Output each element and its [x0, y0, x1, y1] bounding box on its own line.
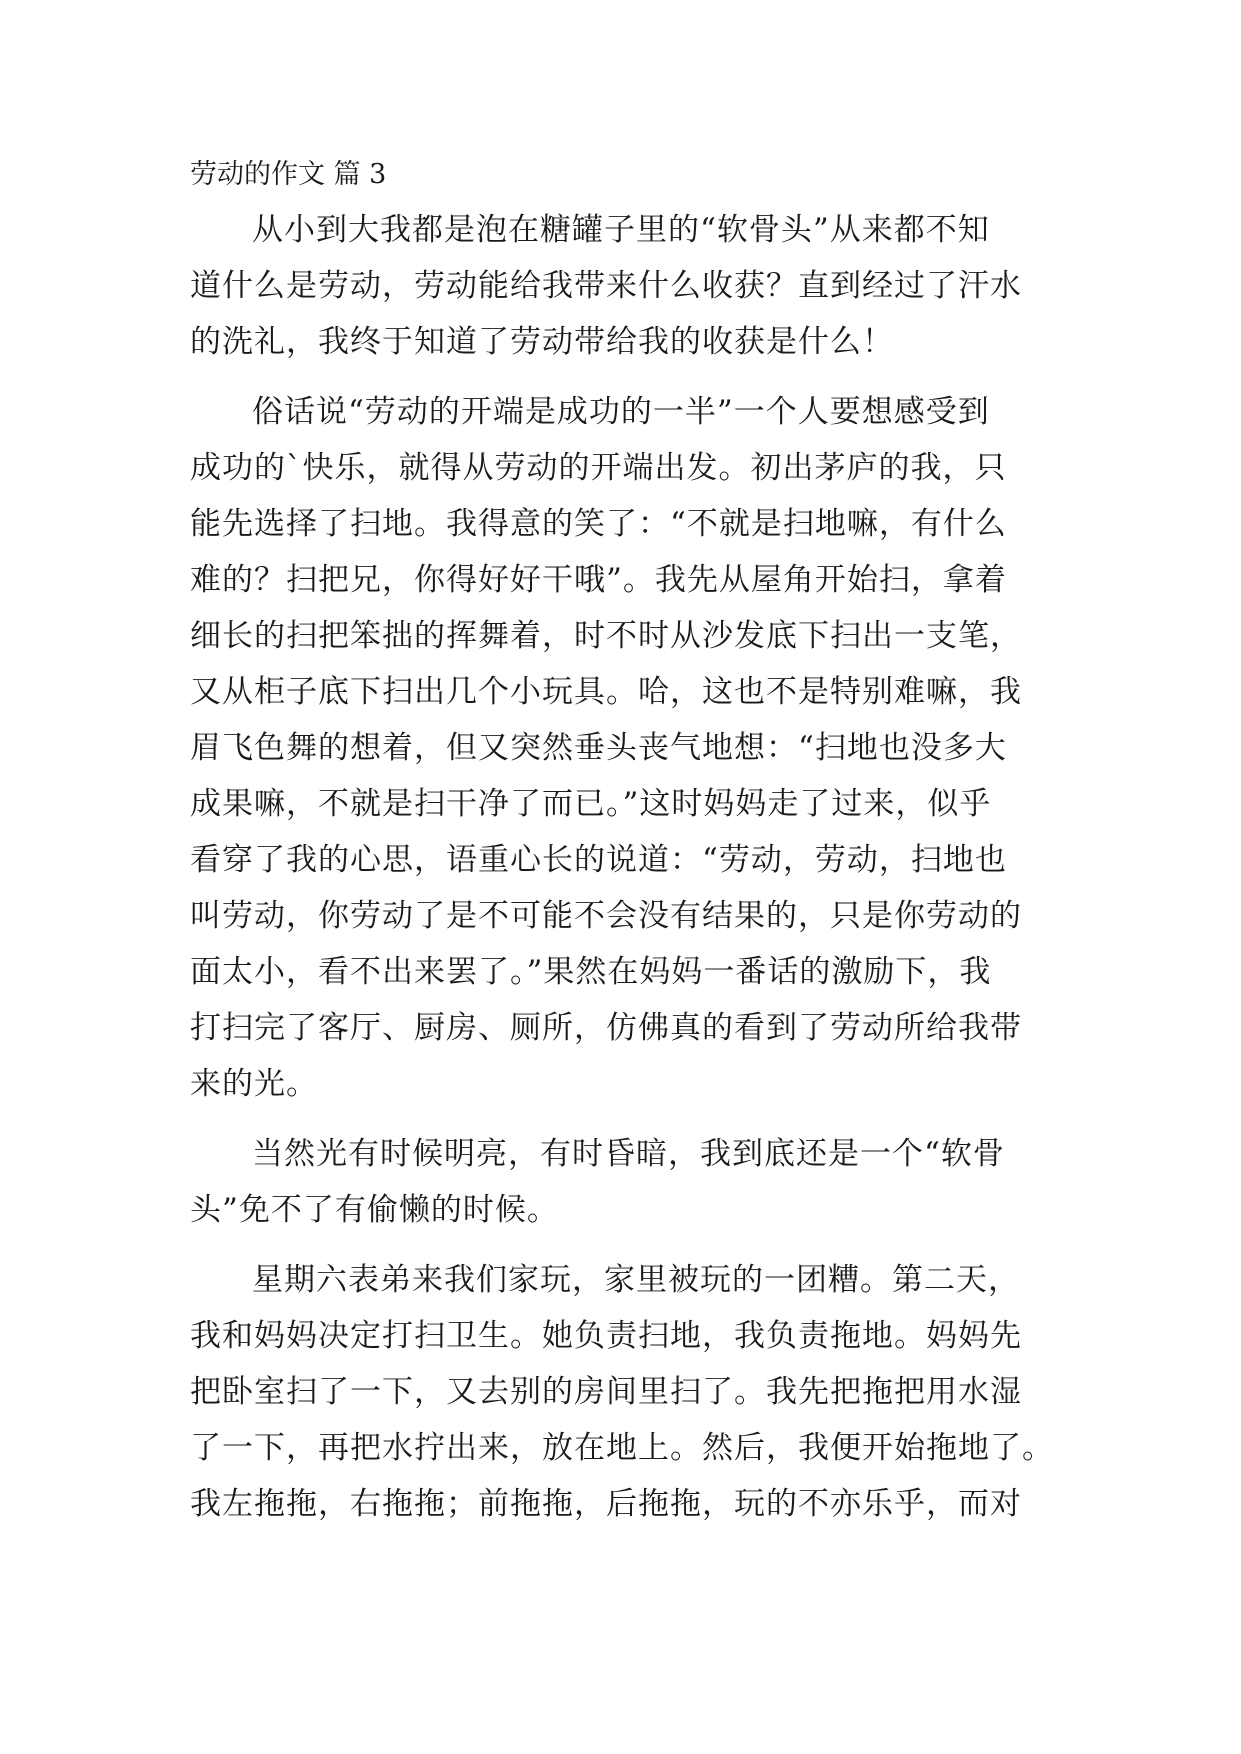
paragraph-3 [190, 1126, 1070, 1238]
text-line: 来的光。 [190, 1066, 318, 1102]
text-line: 细长的扫把笨拙的挥舞着，时不时从沙发底下扫出一支笔， [190, 618, 1022, 654]
text-line: 我左拖拖，右拖拖；前拖拖，后拖拖，玩的不亦乐乎，而对 [190, 1486, 1022, 1522]
text-line: 眉飞色舞的想着，但又突然垂头丧气地想：“扫地也没多大 [190, 730, 1007, 766]
document-title: 劳动的作文 篇 3 [190, 159, 387, 190]
text-line: 成功的`快乐，就得从劳动的开端出发。初出茅庐的我，只 [190, 450, 1007, 486]
text-line: 面太小，看不出来罢了。”果然在妈妈一番话的激励下，我 [190, 954, 992, 990]
text-line: 打扫完了客厅、厨房、厕所，仿佛真的看到了劳动所给我带 [190, 1010, 1022, 1046]
document-page [190, 150, 1070, 1546]
text-line: 又从柜子底下扫出几个小玩具。哈，这也不是特别难嘛，我 [190, 674, 1022, 710]
text-line: 成果嘛，不就是扫干净了而已。”这时妈妈走了过来，似乎 [190, 786, 992, 822]
text-line: 我和妈妈决定打扫卫生。她负责扫地，我负责拖地。妈妈先 [190, 1318, 1022, 1354]
text-line: 道什么是劳动，劳动能给我带来什么收获？直到经过了汗水 [190, 268, 1022, 304]
text-line: 的洗礼，我终于知道了劳动带给我的收获是什么！ [190, 324, 894, 360]
text-line: 星期六表弟来我们家玩，家里被玩的一团糟。第二天， [252, 1262, 1020, 1298]
text-line: 俗话说“劳动的开端是成功的一半”一个人要想感受到 [252, 394, 990, 430]
paragraph-1 [190, 202, 1070, 370]
text-line: 了一下，再把水拧出来，放在地上。然后，我便开始拖地了。 [190, 1430, 1054, 1466]
text-line: 头”免不了有偷懒的时候。 [190, 1192, 559, 1228]
paragraph-2 [190, 384, 1070, 1112]
text-line: 看穿了我的心思，语重心长的说道：“劳动，劳动，扫地也 [190, 842, 1007, 878]
text-line: 从小到大我都是泡在糖罐子里的“软骨头”从来都不知 [252, 212, 990, 248]
paragraph-4 [190, 1252, 1070, 1532]
text-line: 叫劳动，你劳动了是不可能不会没有结果的，只是你劳动的 [190, 898, 1022, 934]
text-line: 把卧室扫了一下，又去别的房间里扫了。我先把拖把用水湿 [190, 1374, 1022, 1410]
text-line: 当然光有时候明亮，有时昏暗，我到底还是一个“软骨 [252, 1136, 1005, 1172]
text-line: 难的？扫把兄，你得好好干哦”。我先从屋角开始扫，拿着 [190, 562, 1007, 598]
text-line: 能先选择了扫地。我得意的笑了：“不就是扫地嘛，有什么 [190, 506, 1007, 542]
